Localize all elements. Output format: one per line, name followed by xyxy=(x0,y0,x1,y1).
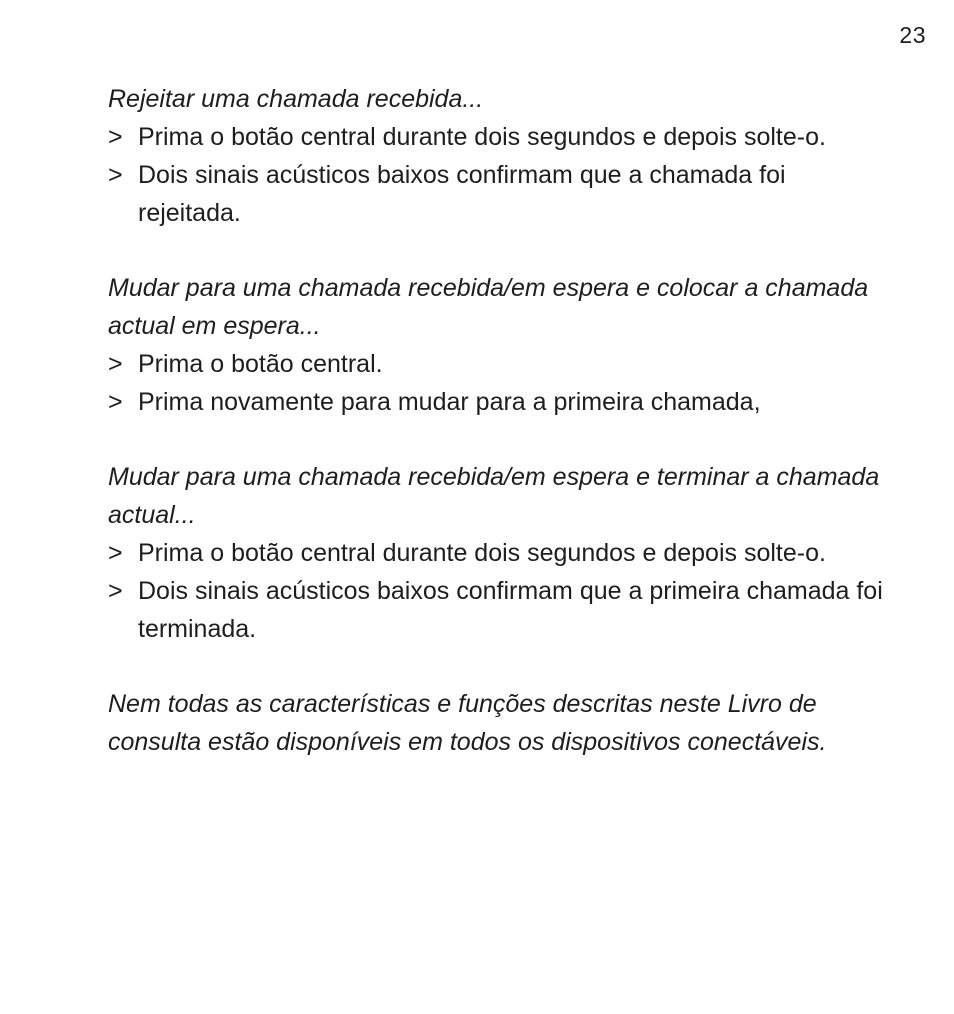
step-item xyxy=(108,118,888,156)
section-heading: Mudar para uma chamada recebida/em espera e colocar a chamada actual em espera... xyxy=(108,274,869,340)
document-body xyxy=(108,80,888,761)
step-list xyxy=(108,345,888,421)
step-item xyxy=(108,572,888,648)
section-reject-call xyxy=(108,80,888,232)
bullet-marker: > xyxy=(108,123,123,151)
bullet-marker: > xyxy=(108,388,123,416)
bullet-marker: > xyxy=(108,539,123,567)
step-list xyxy=(108,118,888,232)
page-number: 23 xyxy=(899,22,926,48)
step-text: Prima novamente para mudar para a primeira chamada, xyxy=(138,388,761,416)
section-heading: Rejeitar uma chamada recebida... xyxy=(108,85,484,113)
step-item xyxy=(108,156,888,232)
section-heading: Mudar para uma chamada recebida/em espera e terminar a chamada actual... xyxy=(108,463,880,529)
step-text: Dois sinais acústicos baixos confirmam que a chamada foi rejeitada. xyxy=(138,161,786,227)
step-item xyxy=(108,383,888,421)
availability-note: Nem todas as características e funções descritas neste Livro de consulta estão disponíveis em todos os dispositivos conectáveis. xyxy=(108,690,827,756)
step-item xyxy=(108,534,888,572)
step-text: Prima o botão central. xyxy=(138,350,383,378)
section-switch-hold xyxy=(108,269,888,421)
step-text: Dois sinais acústicos baixos confirmam que a primeira chamada foi terminada. xyxy=(138,577,883,643)
bullet-marker: > xyxy=(108,350,123,378)
step-text: Prima o botão central durante dois segundos e depois solte-o. xyxy=(138,539,826,567)
section-switch-end xyxy=(108,458,888,648)
step-list xyxy=(108,534,888,648)
step-text: Prima o botão central durante dois segundos e depois solte-o. xyxy=(138,123,826,151)
bullet-marker: > xyxy=(108,577,123,605)
bullet-marker: > xyxy=(108,161,123,189)
step-item xyxy=(108,345,888,383)
